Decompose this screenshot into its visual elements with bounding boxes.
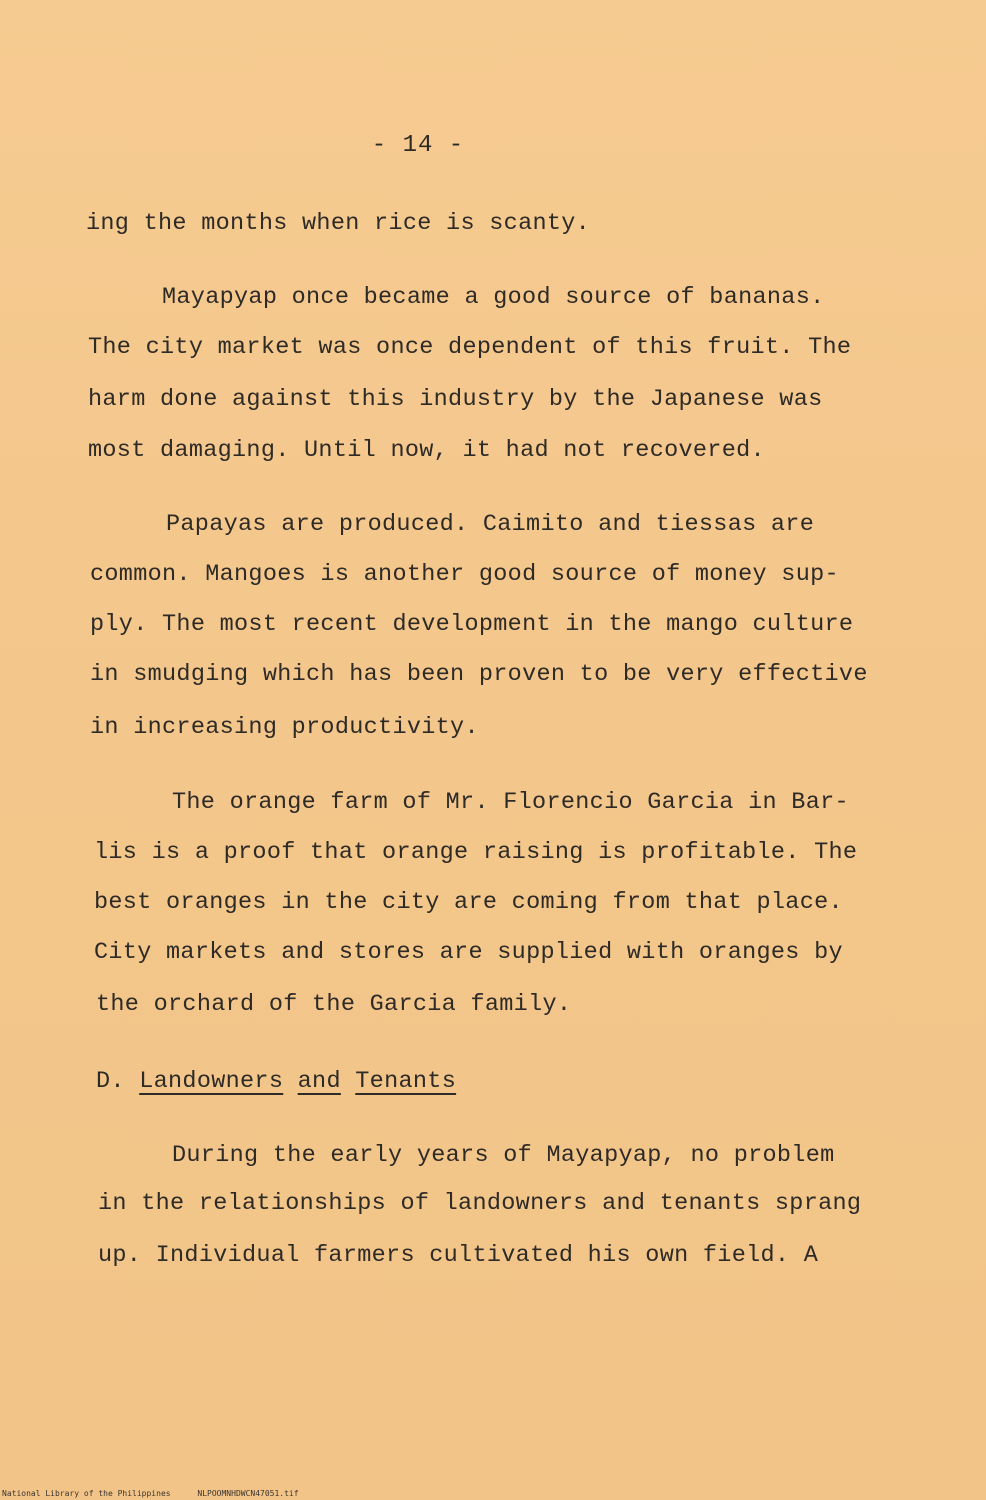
text-line-12: lis is a proof that orange raising is profitable. The <box>94 839 858 866</box>
text-line-7: common. Mangoes is another good source of money sup- <box>90 561 839 588</box>
footer-filename: NLPOOMNHDWCN47051.tif <box>197 1489 299 1498</box>
text-line-17: in the relationships of landowners and tenants sprang <box>98 1190 862 1217</box>
heading-prefix: D. <box>96 1068 125 1095</box>
text-line-10: in increasing productivity. <box>90 714 479 741</box>
text-line-15: the orchard of the Garcia family. <box>96 991 572 1018</box>
text-line-1: ing the months when rice is scanty. <box>86 210 591 237</box>
text-line-16: During the early years of Mayapyap, no problem <box>172 1142 835 1169</box>
text-line-3: The city market was once dependent of this fruit. The <box>88 334 852 361</box>
text-line-2: Mayapyap once became a good source of bananas. <box>162 284 825 311</box>
text-line-18: up. Individual farmers cultivated his own field. A <box>98 1242 819 1269</box>
page-number: - 14 - <box>371 132 465 159</box>
text-line-4: harm done against this industry by the Japanese was <box>88 386 823 413</box>
text-line-6: Papayas are produced. Caimito and tiessas are <box>166 511 815 538</box>
text-line-13: best oranges in the city are coming from that place. <box>94 889 843 916</box>
text-line-8: ply. The most recent development in the mango culture <box>90 611 854 638</box>
heading-word-and: and <box>297 1068 341 1095</box>
section-heading <box>96 1068 456 1095</box>
heading-word-tenants: Tenants <box>355 1068 457 1095</box>
text-line-14: City markets and stores are supplied with oranges by <box>94 939 843 966</box>
text-line-9: in smudging which has been proven to be very effective <box>90 661 868 688</box>
text-line-11: The orange farm of Mr. Florencio Garcia in Bar- <box>172 789 849 816</box>
scan-footer <box>2 1489 299 1498</box>
text-line-5: most damaging. Until now, it had not recovered. <box>88 437 765 464</box>
footer-library: National Library of the Philippines <box>2 1489 171 1498</box>
heading-word-landowners: Landowners <box>139 1068 284 1095</box>
